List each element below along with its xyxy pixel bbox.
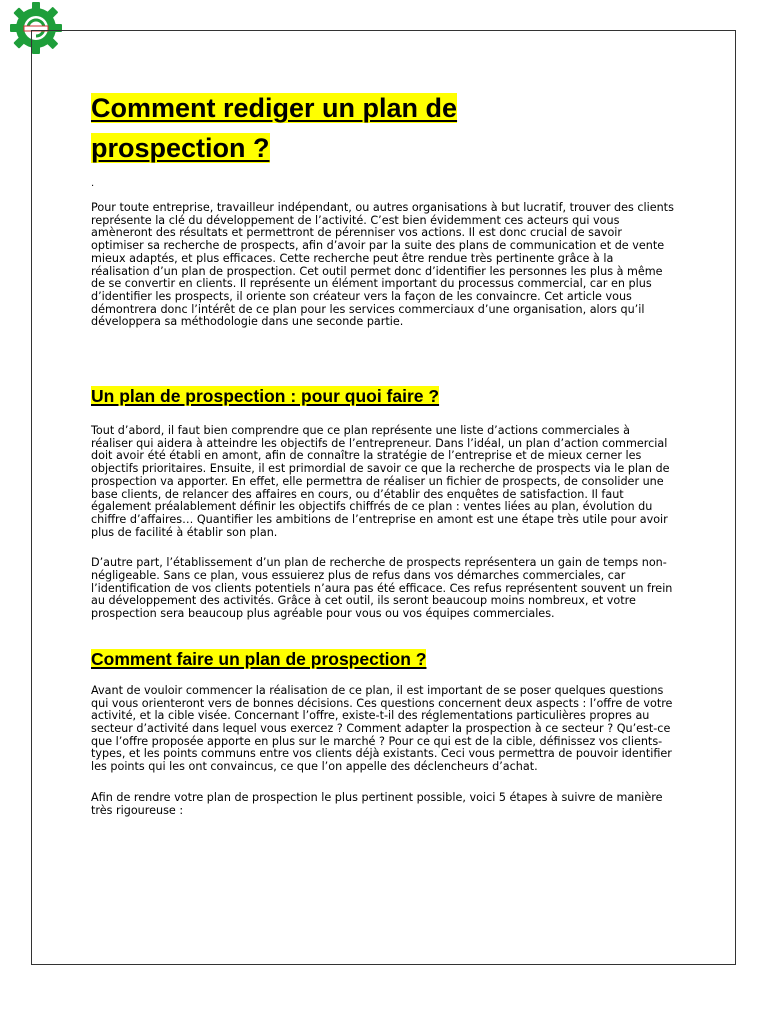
section-1-heading	[91, 385, 675, 407]
document-title	[91, 88, 675, 168]
section-1-heading-text: Un plan de prospection : pour quoi faire ?	[91, 386, 440, 407]
section-2-heading-text: Comment faire un plan de prospection ?	[91, 648, 427, 669]
section-1-paragraph-2: D’autre part, l’établissement d’un plan de recherche de prospects représentera un gain de temps non-négligeable. Sans ce plan, vous essuierez plus de refus dans vos démarches commerciales, car l’identification de vos clients potentiels n’aura pas été efficace. Ces refus représentent souvent un frein au développement des activités. Grâce à cet outil, ils seront beaucoup moins nombreux, et votre prospection sera beaucoup plus agréable pour vous ou vos équipes commerciales.	[91, 556, 673, 621]
section-1-paragraph-1: Tout d’abord, il faut bien comprendre que ce plan représente une liste d’actions commerciales à réaliser qui aidera à atteindre les objectifs de l’entrepreneur. Dans l’idéal, un plan d’action commercial doit avoir été établi en amont, afin de connaître la stratégie de l’entreprise et de mieux cerner les objectifs prioritaires. Ensuite, il est primordial de savoir ce que la recherche de prospects via le plan de prospection va apporter. En effet, elle permettra de réaliser un fichier de prospects, de consolider une base clients, de relancer des affaires en cours, ou d’établir des enquêtes de satisfaction. Il faut également préalablement définir les objectifs chiffrés de ce plan : ventes liées au plan, évolution du chiffre d’affaires… Quantifier les ambitions de l’entreprise en amont est une étape très utile pour avoir plus de facilité à établir son plan.	[91, 424, 670, 539]
stray-dot: .	[91, 178, 95, 189]
document-body	[91, 88, 675, 817]
section-2-paragraph-2: Afin de rendre votre plan de prospection le plus pertinent possible, voici 5 étapes à suivre de manière très rigoureuse :	[91, 790, 663, 817]
section-2-paragraph-1: Avant de vouloir commencer la réalisation de ce plan, il est important de se poser quelques questions qui vous orienteront vers de bonnes décisions. Ces questions concernent deux aspects : l’offre de votre activité, et la cible visée. Concernant l’offre, existe-t-il des réglementations particulières propres au secteur d’activité dans lequel vous exercez ? Comment adapter la prospection à ce secteur ? Qu’est-ce que l’offre proposée apporte en plus sur le marché ? Pour ce qui est de la cible, définissez vos clients-types, et les points communs entre vos clients déjà existants. Ceci vous permettra de pouvoir identifier les points qui les ont convaincus, ce que l’on appelle des déclencheurs d’achat.	[91, 683, 673, 774]
title-line-2: prospection ?	[91, 133, 270, 163]
section-2-heading	[91, 648, 675, 670]
title-line-1: Comment rediger un plan de	[91, 93, 458, 123]
intro-paragraph: Pour toute entreprise, travailleur indépendant, ou autres organisations à but lucratif, trouver des clients représente la clé du développement de l’activité. C’est bien évidemment ces acteurs qui vous amèneront des résultats et permettront de pérenniser vos actions. Il est donc crucial de savoir optimiser sa recherche de prospects, afin d’avoir par la suite des plans de communication et de vente mieux adaptés, et plus efficaces. Cette recherche peut être rendue très pertinente grâce à la réalisation d’un plan de prospection. Cet outil permet donc d’identifier les personnes les plus à même de se convertir en clients. Il représente un élément important du processus commercial, car en plus d’identifier les prospects, il oriente son créateur vers la façon de les convaincre. Cet article vous démontrera donc l’intérêt de ce plan pour les services commerciaux d’une organisation, alors qu’il développera sa méthodologie dans une seconde partie.	[91, 201, 674, 329]
